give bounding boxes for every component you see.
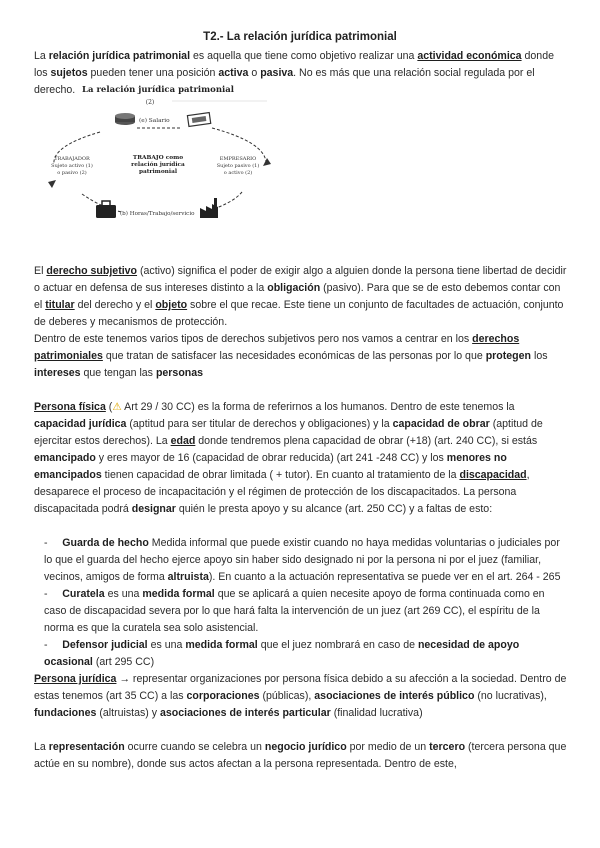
diagram-left-1: TRABAJADOR (54, 156, 90, 162)
page-title: T2.- La relación jurídica patrimonial (203, 31, 397, 43)
diagram-num2: (2) (145, 99, 155, 106)
banknote-icon (187, 113, 210, 127)
briefcase-icon (96, 201, 116, 218)
diagram-left-3: o pasivo (2) (57, 170, 87, 176)
list-item-defensor: - Defensor judicial es una medida formal que el juez nombrará en caso de necesidad de apoyo ocasional (art 295 CC) (44, 639, 520, 668)
diagram-top-label: (e) Salario (139, 118, 170, 124)
patrimonial-rights-paragraph: Dentro de este tenemos varios tipos de derechos subjetivos pero nos vamos a centrar en los derechos patrimoniales que tratan de satisfacer las necesidades económicas de las personas por lo que protegen los intereses que tengan las personas (34, 333, 548, 379)
diagram-right-3: o activo (2) (223, 170, 253, 176)
relation-diagram (42, 84, 274, 224)
diagram-right-1: EMPRESARIO (219, 156, 257, 162)
diagram-bottom-label: (b) Horas/Trabajo/servicio (120, 211, 195, 217)
intro-paragraph: La relación jurídica patrimonial es aquella que tiene como objetivo realizar una actividad económica donde los sujetos pueden tener una posición activa o pasiva. No es más que una relación social regulada por el derecho. (34, 50, 554, 96)
subjective-right-paragraph: El derecho subjetivo (activo) significa el poder de exigir algo a alguien donde la persona tiene libertad de decidir o actuar en defensa de sus intereses distinto a la obligación (pasivo). Para que se de esto debemos contar con el titular del derecho y el objeto sobre el que recae. Este tiene un conjunto de facultades de actuación, conjunto de deberes y mecanismos de protección. (34, 265, 567, 328)
diagram-left-2: Sujeto activo (1) (51, 163, 93, 169)
coins-icon (115, 113, 135, 125)
natural-person-paragraph: Persona física (⚠ Art 29 / 30 CC) es la forma de referirnos a los humanos. Dentro de este tenemos la capacidad jurídica (aptitud para ser titular de derechos y obligaciones) y la capacidad de obrar (aptitud de ejercitar estos derechos). La edad donde tendremos plena capacidad de obrar (+18) (art. 240 CC), si estás emancipado y eres mayor de 16 (capacidad de obrar reducida) (art 241 -248 CC) y los menores no emancipados tienen capacidad de obrar limitada ( + tutor). En cuanto al tratamiento de la discapacidad, desaparece el proceso de incapacitación y el régimen de protección de los discapacitados. La persona discapacitada podrá designar quién le presta apoyo y su alcance (art. 250 CC) y a faltas de esto: (34, 401, 543, 515)
list-item-guarda: - Guarda de hecho Medida informal que puede existir cuando no haya medidas voluntarias o judiciales por lo que el guarda del hecho ejerce apoyo sin haber sido designado ni por la persona ni por el juez (familiar, vecinos, amigos de forma altruista). En cuanto a la actuación representativa se puede ver en el art. 264 - 265 (44, 537, 561, 583)
diagram-title: La relación jurídica patrimonial (82, 85, 234, 95)
diagram-right-2: Sujeto pasivo (1) (216, 163, 260, 169)
warning-icon: ⚠ (112, 401, 122, 413)
diagram-center-1: TRABAJO como (132, 155, 184, 161)
diagram-center-3: patrimonial (138, 169, 178, 175)
legal-person-paragraph: Persona jurídica → representar organizaciones por persona física debido a su afección a la sociedad. Dentro de estas tenemos (art 35 CC) a las corporaciones (públicas), asociaciones de interés público (no lucrativas), fundaciones (altruistas) y asociaciones de interés particular (finalidad lucrativa) (34, 673, 567, 719)
representation-paragraph: La representación ocurre cuando se celebra un negocio jurídico por medio de un tercero (tercera persona que actúe en su nombre), donde sus actos afectan a la persona representada. Dentro de este, (34, 741, 567, 770)
list-item-curatela: - Curatela es una medida formal que se aplicará a quien necesite apoyo de forma continuada como en caso de discapacidad severa por lo que hará falta la intervención de un juez (art 269 CC), el espíritu de la norma es que la curatela sea solo asistencial. (44, 588, 545, 634)
diagram-center-2: relación jurídica (131, 162, 185, 168)
factory-icon (200, 198, 218, 218)
